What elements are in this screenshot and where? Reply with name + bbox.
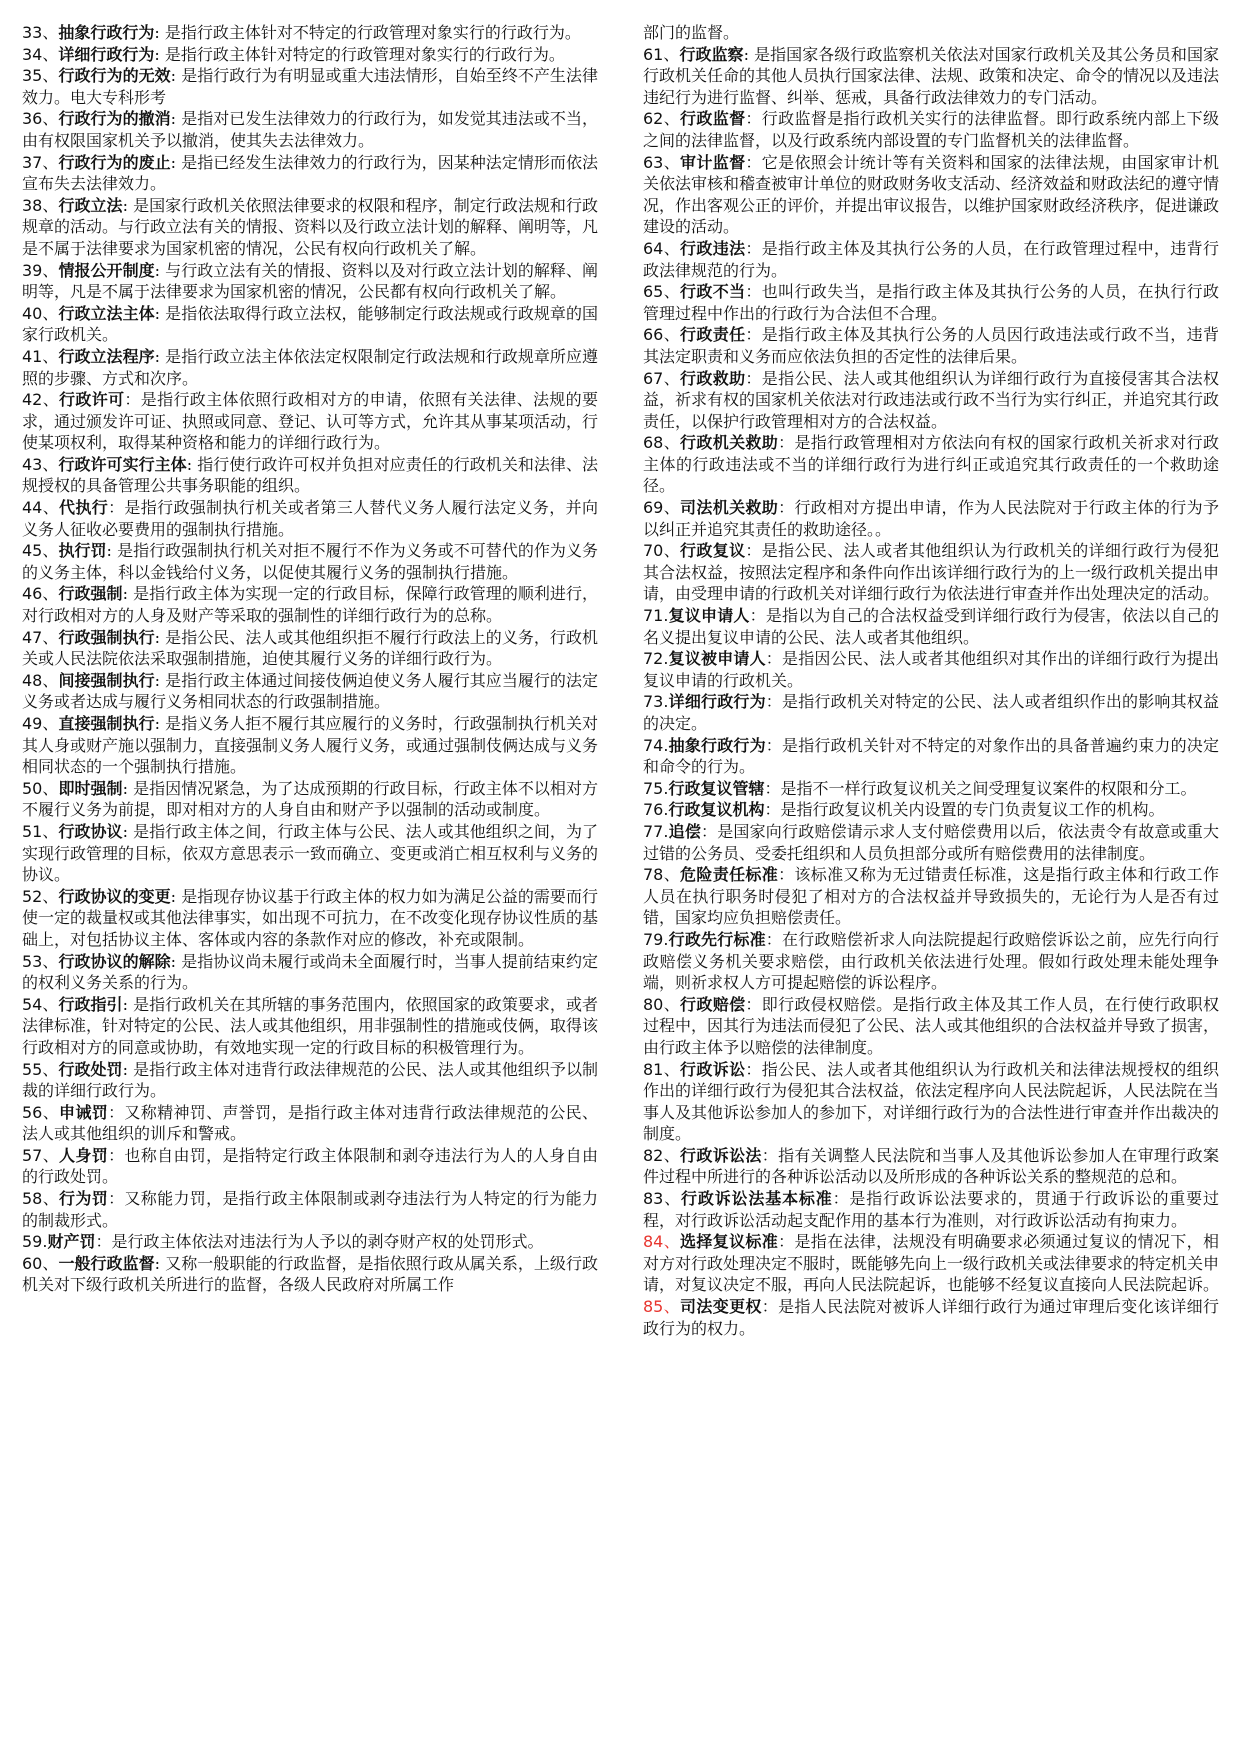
entry-separator: : [170, 951, 182, 971]
entry-definition: 是指因公民、法人或者其他组织对其作出的详细行政行为提出复议申请的行政机关。 [643, 649, 1219, 690]
definition-entry [22, 454, 598, 497]
entry-definition: 是指行政主体针对不特定的行政管理对象实行的行政行为。 [164, 23, 581, 42]
entry-definition: 是指行政主体依照行政相对方的申请，依照有关法律、法规的要求，通过颁发许可证、执照或同意、登记、认可等方式，允许其从事某项活动，行使某项权利，取得某种资格和能力的详细行政行为。 [22, 390, 599, 453]
entry-definition: 是指对已发生法律效力的行政行为，如发觉其违法或不当，由有权限国家机关予以撤消，使其失去法律效力。 [22, 109, 598, 150]
entry-definition: 是指现存协议基于行政主体的权力如为满足公益的需要而行使一定的裁量权或其他法律事实，如出现不可抗力，在不改变化现存协议性质的基础上，对包括协议主体、客体或内容的条款作对应的修改，补充或限制。 [22, 886, 599, 949]
entry-separator: ： [745, 325, 762, 345]
entry-separator: ： [778, 865, 795, 885]
entry-number: 60、 [22, 1253, 59, 1273]
entry-definition: 部门的监督。 [643, 23, 740, 42]
entry-number: 36、 [22, 109, 59, 129]
entry-number: 76. [643, 800, 669, 820]
entry-number: 85、 [643, 1297, 681, 1317]
entry-number: 66、 [643, 325, 681, 345]
entry-term: 代执行 [59, 498, 109, 518]
entry-term: 人身罚 [59, 1145, 109, 1165]
entry-number: 51、 [22, 821, 59, 841]
entry-term: 抽象行政行为 [668, 735, 766, 755]
entry-number: 70、 [643, 541, 681, 561]
entry-term: 行政违法 [680, 238, 746, 258]
definition-entry [22, 1253, 598, 1296]
entry-term: 行政许可 [59, 390, 125, 410]
entry-definition: 又称精神罚、声誉罚，是指行政主体对违背行政法律规范的公民、法人或其他组织的训斥和警戒。 [22, 1102, 598, 1144]
entry-definition: 是指行政主体针对特定的行政管理对象实行的行政行为。 [164, 44, 565, 64]
entry-number: 40、 [22, 303, 59, 323]
entry-definition: 是指行政机关在其所辖的事务范围内，依照国家的政策要求，或者法律标准，针对特定的公民、法人或其他组织，用非强制性的措施或伎俩，取得该行政相对方的同意或协助，有效地实现一定的行政目标的积极管理行为。 [22, 994, 599, 1057]
entry-definition: 是指行政机关对特定的公民、法人或者组织作出的影响其权益的决定。 [643, 692, 1219, 733]
definition-entry [22, 108, 598, 151]
entry-separator: ： [765, 929, 782, 949]
entry-number: 41、 [22, 346, 59, 366]
entry-term: 财产罚 [47, 1232, 96, 1252]
entry-separator: : [186, 454, 198, 474]
entry-number: 53、 [22, 951, 59, 971]
entry-term: 选择复议标准 [680, 1232, 779, 1252]
entry-separator: ： [745, 238, 762, 258]
entry-number: 46、 [22, 584, 59, 604]
definition-entry [22, 713, 598, 778]
entry-definition: 是指公民、法人或其他组织认为详细行政行为直接侵害其合法权益，祈求有权的国家机关依法对行政违法或行政不当行为实行纠正，并追究其行政责任，以保护行政管理相对方的合法权益。 [643, 368, 1220, 431]
entry-term: 行政不当 [680, 282, 746, 302]
entry-term: 行政立法主体 [58, 303, 155, 323]
entry-number: 75. [643, 778, 669, 798]
entry-definition: 行政相对方提出申请，作为人民法院对于行政主体的行为予以纠正并追究其责任的救助途径。。 [643, 498, 1219, 539]
entry-term: 即时强制 [58, 778, 123, 798]
entry-definition: 是国家向行政赔偿请示求人支付赔偿费用以后，依法责令有故意或重大过错的公务员、受委托组织和人员负担部分或所有赔偿费用的法律制度。 [643, 821, 1219, 863]
entry-separator: ： [778, 433, 795, 453]
entry-separator: ： [832, 1189, 850, 1209]
entry-separator: : [743, 44, 755, 64]
definition-entry [22, 1188, 598, 1231]
entry-definition: 是指因情况紧急，为了达成预期的行政目标，行政主体不以相对方不履行义务为前提，即对相对方的人身自由和财产予以强制的活动或制度。 [22, 778, 598, 820]
entry-term: 行政指引 [58, 994, 123, 1014]
definition-entry [643, 22, 1219, 44]
definition-entry [22, 951, 598, 994]
entry-term: 行政协议 [58, 821, 123, 841]
entry-definition: 行政监督是指行政机关实行的法律监督。即行政系统内部上下级之间的法律监督，以及行政系统内部设置的专门监督机关的法律监督。 [643, 109, 1219, 150]
entry-number: 63、 [643, 152, 681, 172]
definition-entry [643, 368, 1219, 433]
entry-term: 行政强制 [58, 584, 123, 604]
definition-entry [22, 1231, 598, 1253]
entry-separator: : [154, 1253, 166, 1273]
entry-definition: 是指人民法院对被诉人详细行政行为通过审理后变化该详细行政行为的权力。 [643, 1297, 1219, 1338]
entry-number: 84、 [643, 1232, 681, 1252]
entry-term: 详细行政行为 [58, 44, 155, 64]
right-column [643, 22, 1219, 1737]
definition-entry [22, 886, 598, 951]
definition-entry [643, 929, 1219, 994]
entry-separator: : [154, 627, 166, 647]
entry-definition: 指行使行政许可权并负担对应责任的行政机关和法律、法规授权的具备管理公共事务职能的组织。 [22, 454, 598, 496]
entry-separator: ： [745, 282, 762, 302]
entry-number: 33、 [22, 23, 59, 42]
entry-term: 行政复议机构 [668, 800, 765, 820]
entry-separator: : [154, 346, 166, 366]
entry-term: 行政监督 [680, 109, 746, 129]
entry-term: 行政行为的无效 [58, 66, 171, 86]
entry-term: 行政处罚 [58, 1059, 123, 1079]
entry-number: 50、 [22, 778, 59, 798]
definition-entry [22, 583, 598, 626]
entry-separator: : [170, 109, 182, 129]
entry-term: 行政强制执行 [58, 627, 155, 647]
entry-definition: 它是依照会计统计等有关资料和国家的法律法规，由国家审计机关依法审核和稽查被审计单位的财政财务收支活动、经济效益和财政法纪的遵守情况，作出客观公正的评价，并提出审议报告，以维护国家财政经济秩序，促进谦政建设的活动。 [643, 152, 1220, 237]
entry-definition: 是指行政诉讼法要求的，贯通于行政诉讼的重要过程，对行政诉讼活动起支配作用的基本行为准则，对行政诉讼活动有拘束力。 [643, 1189, 1219, 1230]
entry-number: 45、 [22, 541, 59, 561]
entry-term: 行政许可实行主体 [58, 454, 187, 474]
entry-definition: 是指行政主体对违背行政法律规范的公民、法人或其他组织予以制裁的详细行政行为。 [22, 1059, 598, 1101]
entry-term: 执行罚 [58, 541, 107, 561]
entry-number: 59. [22, 1232, 48, 1252]
entry-number: 80、 [643, 994, 681, 1014]
entry-definition: 指公民、法人或者其他组织认为行政机关和法律法规授权的组织作出的详细行政行为侵犯其合法权益，依法定程序向人民法院起诉，人民法院在当事人及其他诉讼参加人的参加下，对详细行政行为的合法性进行审查并作出裁决的制度。 [643, 1059, 1220, 1144]
definition-entry [22, 994, 598, 1059]
entry-separator: : [154, 670, 166, 690]
entry-separator: ： [745, 541, 762, 561]
entry-separator: ： [765, 735, 782, 755]
entry-definition: 是指行政主体通过间接伎俩迫使义务人履行其应当履行的法定义务或者达成与履行义务相同状态的行政强制措施。 [22, 670, 598, 712]
entry-term: 详细行政行为 [668, 692, 766, 712]
entry-term: 危险责任标准 [680, 865, 779, 885]
entry-separator: ： [749, 606, 766, 626]
entry-number: 77. [643, 821, 669, 841]
document-page [22, 22, 1219, 1737]
entry-definition: 是指行政管理相对方依法向有权的国家行政机关祈求对行政主体的行政违法或不当的详细行政行为进行纠正或追究其行政责任的一个救助途径。 [643, 433, 1219, 496]
definition-entry [22, 260, 598, 303]
entry-term: 行政复议管辖 [668, 778, 765, 798]
entry-number: 73. [643, 692, 669, 712]
entry-term: 一般行政监督 [58, 1253, 155, 1273]
entry-definition: 是指行政强制执行机关对拒不履行不作为义务或不可替代的作为义务的义务主体，科以金钱给付义务，以促使其履行义务的强制执行措施。 [22, 541, 598, 582]
entry-definition: 指有关调整人民法院和当事人及其他诉讼参加人在审理行政案件过程中所进行的各种诉讼活动以及所形成的各种诉讼关系的整规范的总和。 [643, 1145, 1219, 1187]
entry-separator: ： [701, 821, 718, 841]
entry-number: 47、 [22, 627, 59, 647]
entry-number: 49、 [22, 714, 59, 733]
definition-entry [22, 627, 598, 670]
entry-separator: : [106, 541, 118, 561]
entry-term: 行政诉讼 [680, 1059, 746, 1079]
entry-number: 62、 [643, 109, 681, 129]
entry-term: 行政行为的撤消 [58, 109, 171, 129]
definition-entry [643, 108, 1219, 151]
entry-number: 38、 [22, 195, 59, 215]
entry-definition: 也称自由罚，是指特定行政主体限制和剥夺违法行为人的人身自由的行政处罚。 [22, 1145, 598, 1187]
entry-definition: 是行政主体依法对违法行为人予以的剥夺财产权的处罚形式。 [111, 1232, 544, 1252]
entry-term: 申诫罚 [59, 1102, 109, 1122]
entry-term: 行政协议的解除 [58, 951, 171, 971]
entry-number: 56、 [22, 1102, 60, 1122]
definition-entry [643, 324, 1219, 367]
definition-entry [643, 735, 1219, 778]
entry-definition: 是指在法律，法规没有明确要求必须通过复议的情况下，相对方对行政处理决定不服时，既能够先向上一级行政机关或法律要求的特定机关申请，对复议决定不服，再向人民法院起诉，也能够不经复议直接向人民法院起诉。 [643, 1232, 1220, 1295]
entry-definition: 与行政立法有关的情报、资料以及对行政立法计划的解释、阐明等，凡是不属于法律要求为国家机密的情况，公民都有权向行政机关了解。 [22, 260, 598, 302]
definition-entry [22, 1059, 598, 1102]
entry-definition: 也叫行政失当，是指行政主体及其执行公务的人员，在执行行政管理过程中作出的行政行为合法但不合理。 [643, 282, 1219, 323]
entry-number: 82、 [643, 1145, 681, 1165]
entry-definition: 是指已经发生法律效力的行政行为，因某种法定情形而依法宣布失去法律效力。 [22, 152, 598, 194]
entry-definition: 是指公民、法人或其他组织拒不履行行政法上的义务，行政机关或人民法院依法采取强制措施，迫使其履行义务的详细行政行为。 [22, 627, 598, 669]
entry-separator: ： [745, 152, 762, 172]
entry-separator: : [122, 821, 134, 841]
entry-number: 52、 [22, 886, 59, 906]
entry-separator: ： [765, 649, 782, 669]
definition-entry [22, 152, 598, 195]
entry-term: 追偿 [668, 821, 702, 841]
entry-term: 直接强制执行 [58, 714, 155, 733]
entry-separator: ： [761, 1297, 779, 1317]
definition-entry [643, 281, 1219, 324]
definition-entry [643, 432, 1219, 497]
definition-entry [643, 1296, 1219, 1339]
definition-entry [643, 648, 1219, 691]
entry-definition: 是指义务人拒不履行其应履行的义务时，行政强制执行机关对其人身或财产施以强制力，直接强制义务人履行义务，或通过强制伎俩达成与义务相同状态的一个强制执行措施。 [22, 714, 599, 777]
entry-term: 行政先行标准 [668, 929, 766, 949]
entry-term: 抽象行政行为 [58, 23, 155, 42]
entry-term: 复议申请人 [668, 606, 750, 626]
entry-separator: : [154, 23, 165, 42]
entry-definition: 是指行政主体之间，行政主体与公民、法人或其他组织之间，为了实现行政管理的目标，依双方意思表示一致而确立、变更或消亡相互权利与义务的协议。 [22, 821, 599, 885]
entry-number: 48、 [22, 670, 59, 690]
definition-entry [643, 238, 1219, 281]
entry-term: 复议被申请人 [668, 649, 766, 669]
entry-number: 42、 [22, 390, 60, 410]
entry-separator: : [170, 886, 182, 906]
entry-separator: : [122, 1059, 134, 1079]
entry-number: 69、 [643, 498, 681, 518]
entry-separator: : [122, 195, 134, 215]
definition-entry [643, 778, 1219, 800]
definition-entry [643, 821, 1219, 864]
entry-term: 行为罚 [59, 1189, 109, 1209]
definition-entry [22, 389, 598, 454]
definition-entry [22, 497, 598, 540]
entry-definition: 是指依法取得行政立法权，能够制定行政法规或行政规章的国家行政机关。 [22, 303, 598, 345]
entry-definition: 该标准又称为无过错责任标准，这是指行政主体和行政工作人员在执行职务时侵犯了相对方的合法权益并导致损失的，无论行为人是否有过错，国家均应负担赔偿责任。 [643, 865, 1219, 928]
definition-entry [22, 195, 598, 260]
entry-number: 57、 [22, 1145, 60, 1165]
entry-definition: 又称能力罚，是指行政主体限制或剥夺违法行为人特定的行为能力的制裁形式。 [22, 1189, 598, 1230]
entry-definition: 是指行政强制执行机关或者第三人替代义务人履行法定义务，并向义务人征收必要费用的强制执行措施。 [22, 498, 598, 539]
entry-separator: : [154, 260, 166, 280]
entry-number: 64、 [643, 238, 681, 258]
entry-separator: ： [95, 1232, 112, 1252]
entry-definition: 是指行政立法主体依法定权限制定行政法规和行政规章所应遵照的步骤、方式和次序。 [22, 346, 598, 388]
entry-definition: 是指行政主体及其执行公务的人员，在行政管理过程中，违背行政法律规范的行为。 [643, 238, 1219, 280]
definition-entry [22, 1102, 598, 1145]
definition-entry [643, 1145, 1219, 1188]
entry-separator: ： [764, 800, 781, 820]
entry-term: 行政诉讼法 [680, 1145, 762, 1165]
entry-term: 行政赔偿 [680, 994, 746, 1014]
entry-number: 61、 [643, 44, 680, 64]
entry-separator: ： [764, 778, 781, 798]
definition-entry [643, 497, 1219, 540]
definition-entry [643, 691, 1219, 734]
entry-definition: 是指行政主体为实现一定的行政目标，保障行政管理的顺利进行，对行政相对方的人身及财产等采取的强制性的详细行政行为的总称。 [22, 584, 598, 626]
entry-definition: 在行政赔偿祈求人向法院提起行政赔偿诉讼之前，应先行向行政赔偿义务机关要求赔偿，由行政机关依法进行处理。假如行政处理未能处理争端，则祈求权人方可提起赔偿的诉讼程序。 [643, 929, 1219, 993]
entry-separator: ： [778, 1232, 795, 1252]
entry-term: 司法机关救助 [680, 498, 779, 518]
entry-separator: : [122, 584, 134, 604]
entry-separator: ： [761, 1145, 779, 1165]
definition-entry [22, 540, 598, 583]
definition-entry [22, 65, 598, 108]
entry-definition: 是指以为自己的合法权益受到详细行政行为侵害，依法以自己的名义提出复议申请的公民、法人或者其他组织。 [643, 606, 1219, 647]
definition-entry [643, 799, 1219, 821]
entry-number: 83、 [643, 1189, 682, 1209]
definition-entry [643, 864, 1219, 929]
entry-number: 43、 [22, 454, 59, 474]
entry-definition: 是指行政机关针对不特定的对象作出的具备普遍约束力的决定和命令的行为。 [643, 735, 1219, 777]
entry-definition: 是指公民、法人或者其他组织认为行政机关的详细行政行为侵犯其合法权益，按照法定程序和条件向作出该详细行政行为的上一级行政机关提出申请，由受理申请的行政机关对详细行政行为依法进行审查并作出处理决定的活动。 [643, 541, 1220, 604]
entry-definition: 是指行政行为有明显或重大违法情形，自始至终不产生法律效力。电大专科形考 [22, 66, 598, 107]
entry-number: 68、 [643, 433, 681, 453]
entry-term: 行政立法程序 [58, 346, 155, 366]
entry-separator: : [122, 994, 134, 1014]
entry-definition: 即行政侵权赔偿。是指行政主体及其工作人员，在行使行政职权过程中，因其行为违法而侵犯了公民、法人或其他组织的合法权益并导致了损害，由行政主体予以赔偿的法律制度。 [643, 994, 1220, 1057]
entry-definition: 是指行政主体及其执行公务的人员因行政违法或行政不当，违背其法定职责和义务而应依法负担的否定性的法律后果。 [643, 325, 1219, 366]
definition-entry [22, 303, 598, 346]
definition-entry [643, 152, 1219, 238]
entry-separator: : [154, 714, 166, 733]
definition-entry [22, 44, 598, 66]
entry-term: 行政救助 [680, 368, 746, 388]
entry-definition: 是指国家各级行政监察机关依法对国家行政机关及其公务员和国家行政机关任命的其他人员执行国家法律、法规、政策和决定、命令的情况以及违法违纪行为进行监督、纠举、惩戒，具备行政法律效力的专门活动。 [643, 44, 1220, 107]
entry-number: 78、 [643, 865, 681, 885]
entry-definition: 又称一般职能的行政监督，是指依照行政从属关系，上级行政机关对下级行政机关所进行的监督，各级人民政府对所属工作 [22, 1253, 598, 1295]
definition-entry [643, 540, 1219, 605]
entry-number: 58、 [22, 1189, 60, 1209]
entry-separator: ： [745, 1059, 762, 1079]
entry-number: 37、 [22, 152, 59, 172]
definition-entry [22, 821, 598, 886]
entry-number: 55、 [22, 1059, 59, 1079]
entry-separator: ： [745, 368, 762, 388]
entry-number: 54、 [22, 994, 59, 1014]
entry-term: 审计监督 [680, 152, 746, 172]
entry-separator: : [170, 152, 182, 172]
definition-entry [22, 1145, 598, 1188]
definition-entry [22, 670, 598, 713]
entry-number: 79. [643, 929, 669, 949]
definition-entry [22, 22, 598, 44]
entry-number: 74. [643, 735, 669, 755]
entry-term: 司法变更权 [680, 1297, 762, 1317]
entry-term: 间接强制执行 [58, 670, 155, 690]
definition-entry [643, 1231, 1219, 1296]
entry-number: 34、 [22, 44, 59, 64]
definition-entry [643, 44, 1219, 109]
entry-separator: ： [745, 109, 762, 129]
entry-separator: ： [124, 390, 141, 410]
entry-separator: : [154, 44, 165, 64]
entry-term: 情报公开制度 [58, 260, 155, 280]
entry-term: 行政机关救助 [680, 433, 779, 453]
definition-entry [22, 346, 598, 389]
entry-number: 35、 [22, 66, 59, 86]
definition-entry [643, 1188, 1219, 1231]
entry-definition: 是国家行政机关依照法律要求的权限和程序，制定行政法规和行政规章的活动。与行政立法有关的情报、资料以及行政立法计划的解释、阐明等，凡是不属于法律要求为国家机密的情况，公民有权向行政机关了解。 [22, 195, 599, 258]
entry-separator: ： [745, 994, 762, 1014]
entry-term: 行政立法 [58, 195, 123, 215]
entry-separator: ： [108, 1145, 125, 1165]
entry-term: 行政责任 [680, 325, 746, 345]
definition-entry [643, 605, 1219, 648]
entry-term: 行政复议 [680, 541, 746, 561]
definition-entry [643, 994, 1219, 1059]
entry-definition: 是指行政复议机关内设置的专门负责复议工作的机构。 [780, 800, 1165, 820]
definition-entry [22, 778, 598, 821]
entry-number: 65、 [643, 282, 681, 302]
entry-separator: ： [108, 1102, 125, 1122]
entry-separator: : [170, 66, 182, 86]
entry-separator: ： [778, 498, 795, 518]
definition-entry [643, 1059, 1219, 1145]
left-column [22, 22, 598, 1737]
entry-number: 71. [643, 606, 669, 626]
entry-definition: 是指不一样行政复议机关之间受理复议案件的权限和分工。 [780, 778, 1197, 798]
entry-term: 行政协议的变更 [58, 886, 171, 906]
entry-number: 72. [643, 649, 669, 669]
entry-separator: ： [108, 1189, 125, 1209]
entry-number: 44、 [22, 498, 60, 518]
entry-separator: ： [108, 498, 125, 518]
entry-definition: 是指协议尚未履行或尚未全面履行时，当事人提前结束约定的权利义务关系的行为。 [22, 951, 598, 993]
entry-separator: : [154, 303, 166, 323]
entry-number: 81、 [643, 1059, 681, 1079]
entry-number: 67、 [643, 368, 681, 388]
entry-term: 行政监察 [679, 44, 744, 64]
entry-number: 39、 [22, 260, 59, 280]
entry-separator: ： [765, 692, 782, 712]
entry-term: 行政诉讼法基本标准 [681, 1189, 833, 1209]
entry-separator: : [122, 778, 134, 798]
entry-term: 行政行为的废止 [58, 152, 171, 172]
